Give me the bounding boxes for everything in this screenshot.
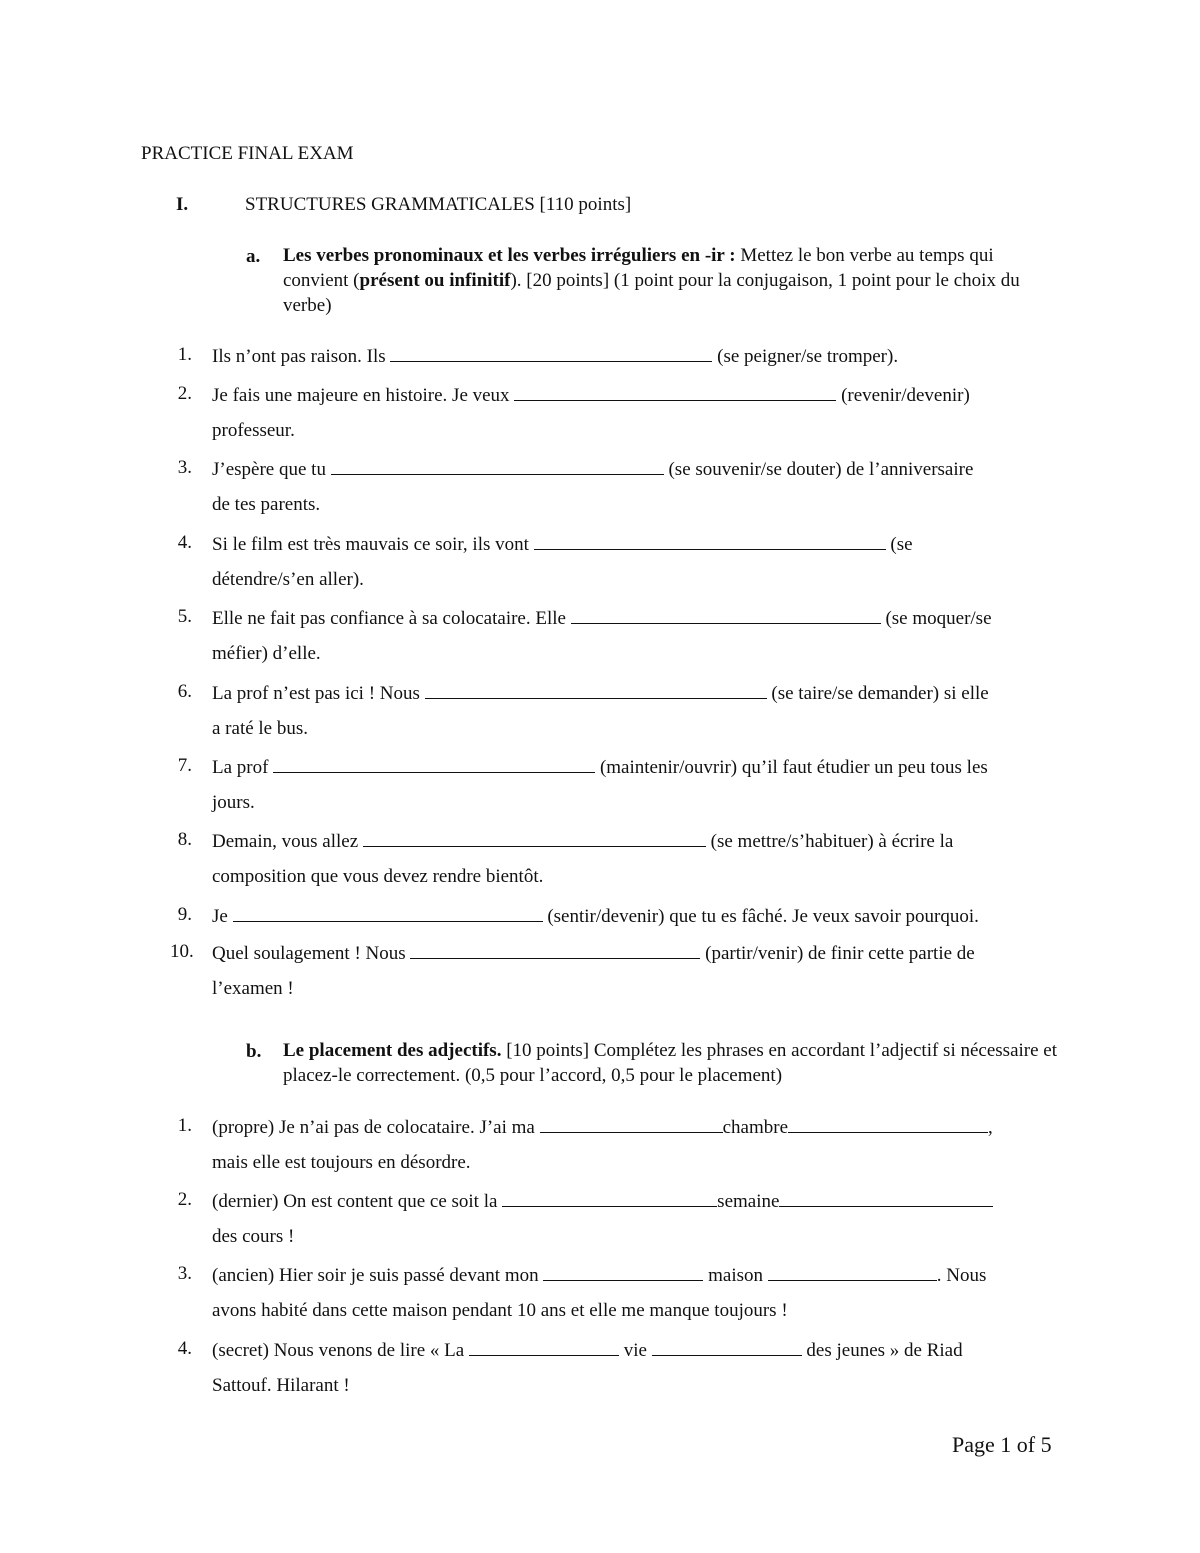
question-text: Je fais une majeure en histoire. Je veux bbox=[212, 385, 515, 406]
question-continuation: a raté le bus. bbox=[212, 718, 309, 739]
answer-blank[interactable] bbox=[390, 345, 712, 362]
question-options: (partir/venir) de finir cette partie de bbox=[700, 943, 975, 964]
part-a-instructions bbox=[283, 243, 1063, 318]
question-number: 1. bbox=[177, 344, 192, 365]
part-a-heading: Les verbes pronominaux et les verbes irréguliers en -ir : bbox=[283, 245, 736, 266]
answer-blank[interactable] bbox=[331, 458, 664, 475]
section-number: I. bbox=[176, 194, 189, 215]
question-line bbox=[212, 458, 973, 479]
question-number: 7. bbox=[177, 755, 192, 776]
part-a-instr2: ). [20 points] (1 point pour la conjugaison, 1 point pour le choix du verbe) bbox=[283, 270, 1020, 316]
question-tail: des jeunes » de Riad bbox=[801, 1340, 963, 1361]
question-number: 10. bbox=[170, 941, 194, 962]
question-noun: chambre bbox=[722, 1117, 788, 1138]
question-text: Si le film est très mauvais ce soir, ils vont bbox=[212, 534, 534, 555]
question-options: (se souvenir/se douter) de l’anniversaire bbox=[663, 459, 974, 480]
question-options: (se taire/se demander) si elle bbox=[766, 683, 989, 704]
answer-blank[interactable] bbox=[410, 942, 700, 959]
question-text: (propre) Je n’ai pas de colocataire. J’ai ma bbox=[212, 1117, 540, 1138]
part-b-heading: Le placement des adjectifs. bbox=[283, 1040, 502, 1061]
question-options: (revenir/devenir) bbox=[836, 385, 970, 406]
part-b-instructions bbox=[283, 1038, 1063, 1088]
answer-blank-after[interactable] bbox=[779, 1190, 993, 1207]
question-text: La prof n’est pas ici ! Nous bbox=[212, 683, 425, 704]
question-tail: , bbox=[988, 1117, 993, 1138]
question-line bbox=[212, 345, 898, 366]
question-continuation: mais elle est toujours en désordre. bbox=[212, 1152, 471, 1173]
question-text: (ancien) Hier soir je suis passé devant mon bbox=[212, 1265, 544, 1286]
answer-blank-before[interactable] bbox=[540, 1116, 723, 1133]
question-text: (dernier) On est content que ce soit la bbox=[212, 1191, 503, 1212]
question-options: (se moquer/se bbox=[880, 608, 992, 629]
question-noun: vie bbox=[618, 1340, 652, 1361]
answer-blank-before[interactable] bbox=[469, 1339, 619, 1356]
question-continuation: méfier) d’elle. bbox=[212, 643, 321, 664]
question-continuation: de tes parents. bbox=[212, 494, 321, 515]
question-line bbox=[212, 942, 975, 963]
answer-blank[interactable] bbox=[425, 682, 767, 699]
answer-blank-after[interactable] bbox=[768, 1264, 937, 1281]
question-line bbox=[212, 830, 953, 851]
question-number: 1. bbox=[177, 1115, 192, 1136]
answer-blank[interactable] bbox=[514, 384, 836, 401]
question-line bbox=[212, 905, 979, 926]
part-a-instr-bold: présent ou infinitif bbox=[359, 270, 511, 291]
question-text: Demain, vous allez bbox=[212, 831, 363, 852]
question-line bbox=[212, 607, 992, 628]
question-options: (se mettre/s’habituer) à écrire la bbox=[705, 831, 954, 852]
question-line bbox=[212, 682, 989, 703]
question-continuation: avons habité dans cette maison pendant 10 ans et elle me manque toujours ! bbox=[212, 1300, 788, 1321]
question-text: Ils n’ont pas raison. Ils bbox=[212, 346, 391, 367]
part-a-letter: a. bbox=[246, 246, 261, 267]
answer-blank-after[interactable] bbox=[788, 1116, 988, 1133]
question-continuation: jours. bbox=[212, 792, 255, 813]
question-number: 2. bbox=[177, 1189, 192, 1210]
page-title: PRACTICE FINAL EXAM bbox=[141, 143, 354, 164]
part-b-letter: b. bbox=[246, 1041, 262, 1062]
question-number: 4. bbox=[177, 532, 192, 553]
question-number: 6. bbox=[177, 681, 192, 702]
answer-blank[interactable] bbox=[233, 905, 543, 922]
question-continuation: des cours ! bbox=[212, 1226, 295, 1247]
question-number: 9. bbox=[177, 904, 192, 925]
question-line bbox=[212, 1264, 986, 1285]
question-line bbox=[212, 1339, 963, 1360]
question-noun: maison bbox=[703, 1265, 768, 1286]
question-number: 3. bbox=[177, 457, 192, 478]
question-number: 2. bbox=[177, 383, 192, 404]
question-number: 8. bbox=[177, 829, 192, 850]
answer-blank[interactable] bbox=[363, 830, 706, 847]
question-line bbox=[212, 533, 913, 554]
question-text: Je bbox=[212, 906, 233, 927]
question-number: 3. bbox=[177, 1263, 192, 1284]
question-line bbox=[212, 756, 988, 777]
question-continuation: détendre/s’en aller). bbox=[212, 569, 364, 590]
answer-blank-after[interactable] bbox=[652, 1339, 802, 1356]
answer-blank-before[interactable] bbox=[543, 1264, 703, 1281]
part-b-instr: [10 points] Complétez les phrases en accordant l’adjectif si nécessaire et placez-le correctement. (0,5 pour l’accord, 0,5 pour le placement) bbox=[283, 1040, 1058, 1086]
question-text: (secret) Nous venons de lire « La bbox=[212, 1340, 469, 1361]
page-footer: Page 1 of 5 bbox=[952, 1432, 1052, 1457]
answer-blank[interactable] bbox=[534, 533, 886, 550]
answer-blank[interactable] bbox=[571, 607, 881, 624]
question-options: (maintenir/ouvrir) qu’il faut étudier un peu tous les bbox=[595, 757, 988, 778]
question-options: (sentir/devenir) que tu es fâché. Je veux savoir pourquoi. bbox=[542, 906, 979, 927]
question-continuation: Sattouf. Hilarant ! bbox=[212, 1375, 350, 1396]
answer-blank[interactable] bbox=[273, 756, 595, 773]
answer-blank-before[interactable] bbox=[502, 1190, 717, 1207]
question-line bbox=[212, 1116, 993, 1137]
question-text: Elle ne fait pas confiance à sa colocataire. Elle bbox=[212, 608, 571, 629]
question-continuation: composition que vous devez rendre bientôt. bbox=[212, 866, 544, 887]
question-noun: semaine bbox=[717, 1191, 780, 1212]
part-a-instr1: Mettez le bon verbe au temps qui convient ( bbox=[283, 245, 994, 291]
question-continuation: l’examen ! bbox=[212, 978, 294, 999]
question-options: (se bbox=[885, 534, 913, 555]
question-options: (se peigner/se tromper). bbox=[712, 346, 899, 367]
question-line bbox=[212, 1190, 993, 1211]
question-continuation: professeur. bbox=[212, 420, 295, 441]
question-line bbox=[212, 384, 970, 405]
question-number: 4. bbox=[177, 1338, 192, 1359]
question-text: J’espère que tu bbox=[212, 459, 331, 480]
section-title: STRUCTURES GRAMMATICALES [110 points] bbox=[245, 194, 632, 215]
question-text: Quel soulagement ! Nous bbox=[212, 943, 411, 964]
question-tail: . Nous bbox=[936, 1265, 987, 1286]
question-text: La prof bbox=[212, 757, 274, 778]
question-number: 5. bbox=[177, 606, 192, 627]
